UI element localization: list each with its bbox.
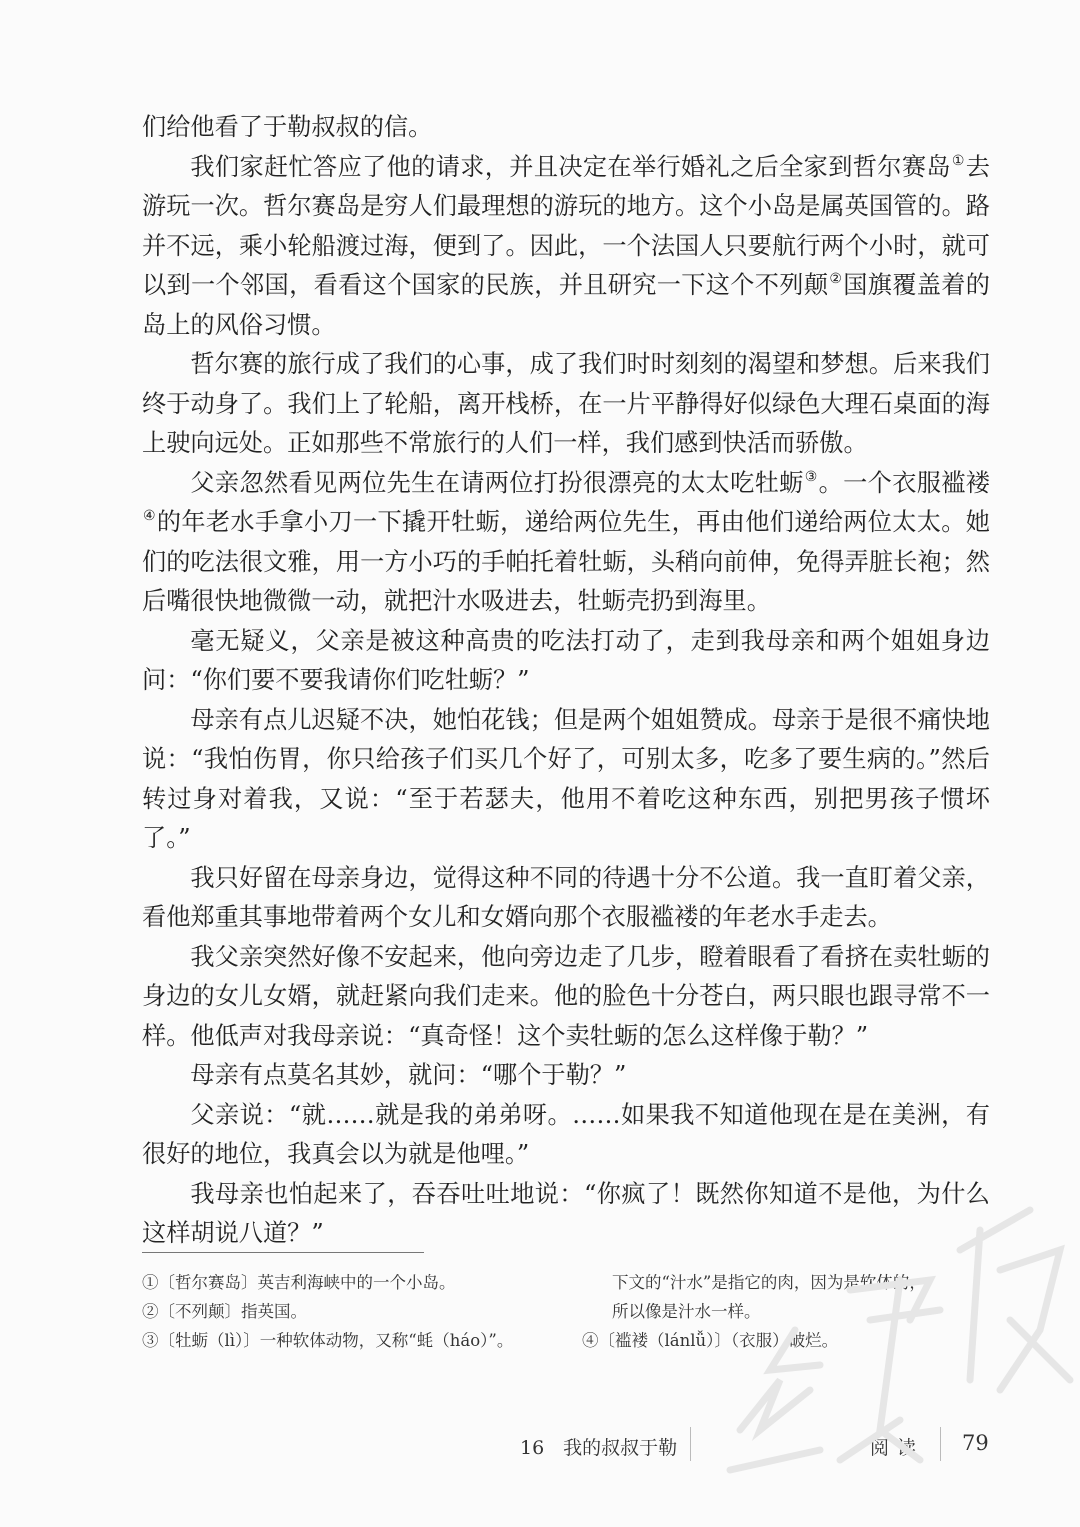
footnotes-right-column xyxy=(582,1268,1002,1355)
footer-divider xyxy=(690,1427,691,1461)
paragraph xyxy=(142,464,990,622)
paragraph-text: 我只好留在母亲身边，觉得这种不同的待遇十分不公道。我一直盯着父亲，看他郑重其事地带着两个女儿和女婿向那个衣服褴褛的年老水手走去。 xyxy=(142,863,990,931)
footnote-divider xyxy=(142,1252,424,1253)
body-text xyxy=(142,108,990,1254)
footnote-item: ④〔褴褛（lánlǚ）〕（衣服）破烂。 xyxy=(582,1331,839,1350)
footnote-continuation xyxy=(582,1268,1002,1326)
footnote-marker: ① xyxy=(951,152,965,169)
paragraph-text: 我父亲突然好像不安起来，他向旁边走了几步，瞪着眼看了看挤在卖牡蛎的身边的女儿女婿，就赶紧向我们走来。他的脸色十分苍白，两只眼也跟寻常不一样。他低声对我母亲说：“真奇怪！这个卖牡蛎的怎么这样像于勒？” xyxy=(142,942,990,1050)
footnote-item: ①〔哲尔赛岛〕英吉利海峡中的一个小岛。 xyxy=(142,1273,456,1292)
paragraph-text: 哲尔赛的旅行成了我们的心事，成了我们时时刻刻的渴望和梦想。后来我们终于动身了。我们上了轮船，离开栈桥，在一片平静得好似绿色大理石桌面的海上驶向远处。正如那些不常旅行的人们一样，我们感到快活而骄傲。 xyxy=(142,350,990,457)
page-number: 79 xyxy=(962,1431,989,1455)
paragraph xyxy=(142,701,990,859)
paragraph xyxy=(142,1096,990,1175)
footnote-right-items xyxy=(582,1326,1002,1355)
paragraph xyxy=(142,859,990,938)
paragraph-text: 父亲忽然看见两位先生在请两位打扮很漂亮的太太吃牡蛎 xyxy=(190,468,804,497)
paragraph-text: 的年老水手拿小刀一下撬开牡蛎，递给两位先生，再由他们递给两位太太。她们的吃法很文雅，用一方小巧的手帕托着牡蛎，头稍向前伸，免得弄脏长袍；然后嘴很快地微微一动，就把汁水吸进去，牡蛎壳扔到海里。 xyxy=(142,508,990,615)
paragraph-text: 毫无疑义，父亲是被这种高贵的吃法打动了，走到我母亲和两个姐姐身边问：“你们要不要我请你们吃牡蛎？” xyxy=(142,626,990,694)
paragraph xyxy=(142,938,990,1057)
paragraph xyxy=(142,148,990,346)
footnote-item: 所以像是汁水一样。 xyxy=(612,1302,761,1321)
paragraph-text: 我们家赶忙答应了他的请求，并且决定在举行婚礼之后全家到哲尔赛岛 xyxy=(190,152,951,181)
paragraph xyxy=(142,108,990,148)
paragraph xyxy=(142,1175,990,1254)
section-label: 阅读 xyxy=(870,1437,925,1459)
footnote-marker: ④ xyxy=(143,508,156,524)
footnote-item: 下文的“汁水”是指它的肉，因为是软体的， xyxy=(612,1273,926,1292)
paragraph-text: 。一个衣服褴褛 xyxy=(818,468,990,497)
paragraph xyxy=(142,1056,990,1096)
chapter-title: 16 我的叔叔于勒 xyxy=(520,1437,678,1459)
paragraph xyxy=(142,622,990,701)
paragraph-text: 我母亲也怕起来了，吞吞吐吐地说：“你疯了！既然你知道不是他，为什么这样胡说八道？” xyxy=(142,1179,990,1247)
paragraph-text: 父亲说：“就……就是我的弟弟呀。……如果我不知道他现在是在美洲，有很好的地位，我真会以为就是他哩。” xyxy=(142,1100,990,1168)
paragraph-text: 母亲有点莫名其妙，就问：“哪个于勒？” xyxy=(190,1061,627,1089)
footnote-item: ③〔牡蛎（lì）〕一种软体动物，又称“蚝（háo）”。 xyxy=(142,1331,514,1350)
footnote-marker: ③ xyxy=(804,468,818,485)
paragraph-text: 去游玩一次。哲尔赛岛是穷人们最理想的游玩的地方。这个小岛是属英国管的。路并不远，乘小轮船渡过海，便到了。因此，一个法国人只要航行两个小时，就可以到一个邻国，看看这个国家的民族，并且研究一下这个不列颠 xyxy=(142,152,990,299)
footer-divider xyxy=(940,1427,941,1461)
paragraph xyxy=(142,345,990,464)
page-footer xyxy=(0,1425,1080,1461)
paragraph-text: 们给他看了于勒叔叔的信。 xyxy=(142,113,433,141)
footnotes-left-column xyxy=(142,1268,582,1355)
footnote-marker: ② xyxy=(829,271,843,287)
paragraph-text: 国旗覆盖着的岛上的风俗习惯。 xyxy=(142,271,990,339)
paragraph-text: 母亲有点儿迟疑不决，她怕花钱；但是两个姐姐赞成。母亲于是很不痛快地说：“我怕伤胃，你只给孩子们买几个好了，可别太多，吃多了要生病的。”然后转过身对着我，又说：“至于若瑟夫，他用不着吃这种东西，别把男孩子惯坏了。” xyxy=(142,705,990,852)
footnote-item: ②〔不列颠〕指英国。 xyxy=(142,1302,307,1321)
